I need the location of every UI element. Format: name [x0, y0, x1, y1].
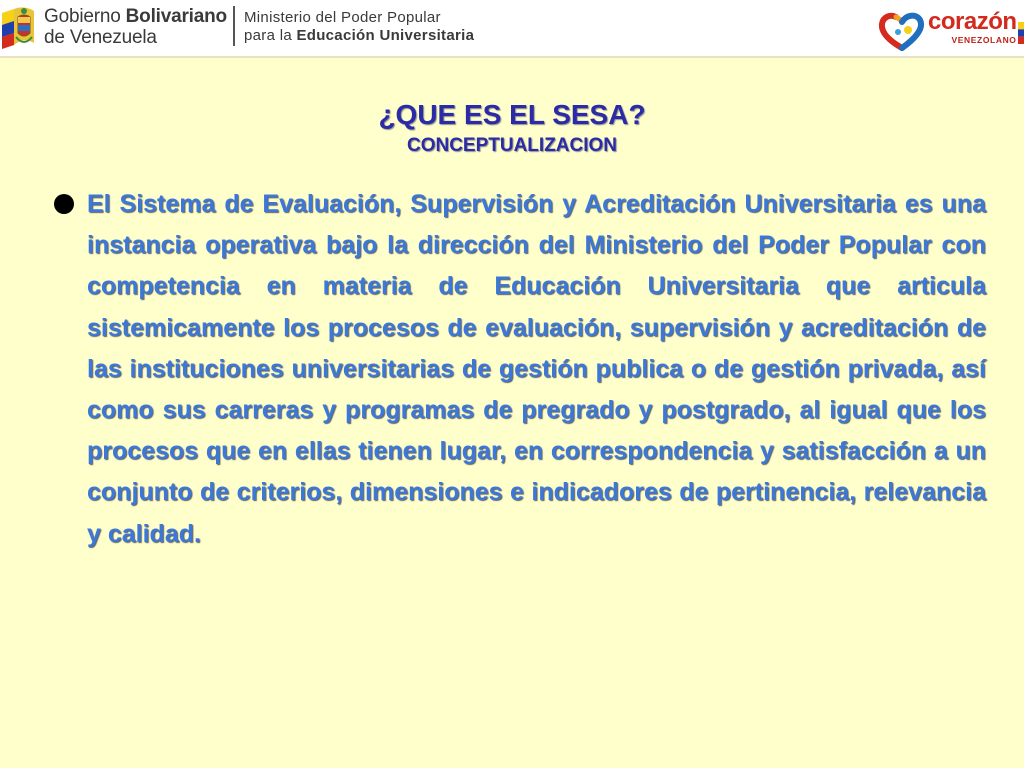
- gov-line1-bold: Bolivariano: [125, 6, 227, 27]
- bullet-text: El Sistema de Evaluación, Supervisión y Acreditación Universitaria es una instancia operativa bajo la dirección del Ministerio del Poder Popular con competencia en materia de Educación Universitaria que articula sistemicamente los procesos de evaluación, supervisión y acreditación de las instituciones universitarias de gestión publica o de gestión privada, así como sus carreras y programas de pregrado y postgrado, al igual que los procesos que en ellas tienen lugar, en correspondencia y satisfacción a un conjunto de criterios, dimensiones e indicadores de pertinencia, relevancia y calidad.: [87, 190, 986, 548]
- brand-word: corazón: [928, 8, 1017, 35]
- header-divider: [233, 6, 235, 46]
- ministry-line2-prefix: para la: [244, 27, 297, 44]
- ministry-line1: Ministerio del Poder Popular: [244, 9, 441, 26]
- ministry-line2-bold: Educación Universitaria: [296, 27, 475, 44]
- corazon-venezolano-logo-icon: [878, 10, 926, 52]
- government-name: [44, 6, 227, 48]
- corazon-brand: [928, 10, 1017, 45]
- venezuela-coat-of-arms-icon: [0, 3, 42, 51]
- gov-line1-prefix: Gobierno: [44, 6, 126, 27]
- header-separator: [0, 56, 1024, 58]
- slide-subtitle: CONCEPTUALIZACION: [406, 135, 618, 156]
- header-bar: [0, 0, 1024, 56]
- ministry-name: [244, 9, 474, 45]
- bullet-point: [54, 194, 74, 214]
- brand-sub: VENEZOLANO: [951, 35, 1017, 45]
- slide-title: ¿QUE ES EL SESA?: [378, 99, 646, 130]
- venezuela-flag-icon: [1018, 22, 1024, 44]
- gov-line2: de Venezuela: [44, 27, 157, 48]
